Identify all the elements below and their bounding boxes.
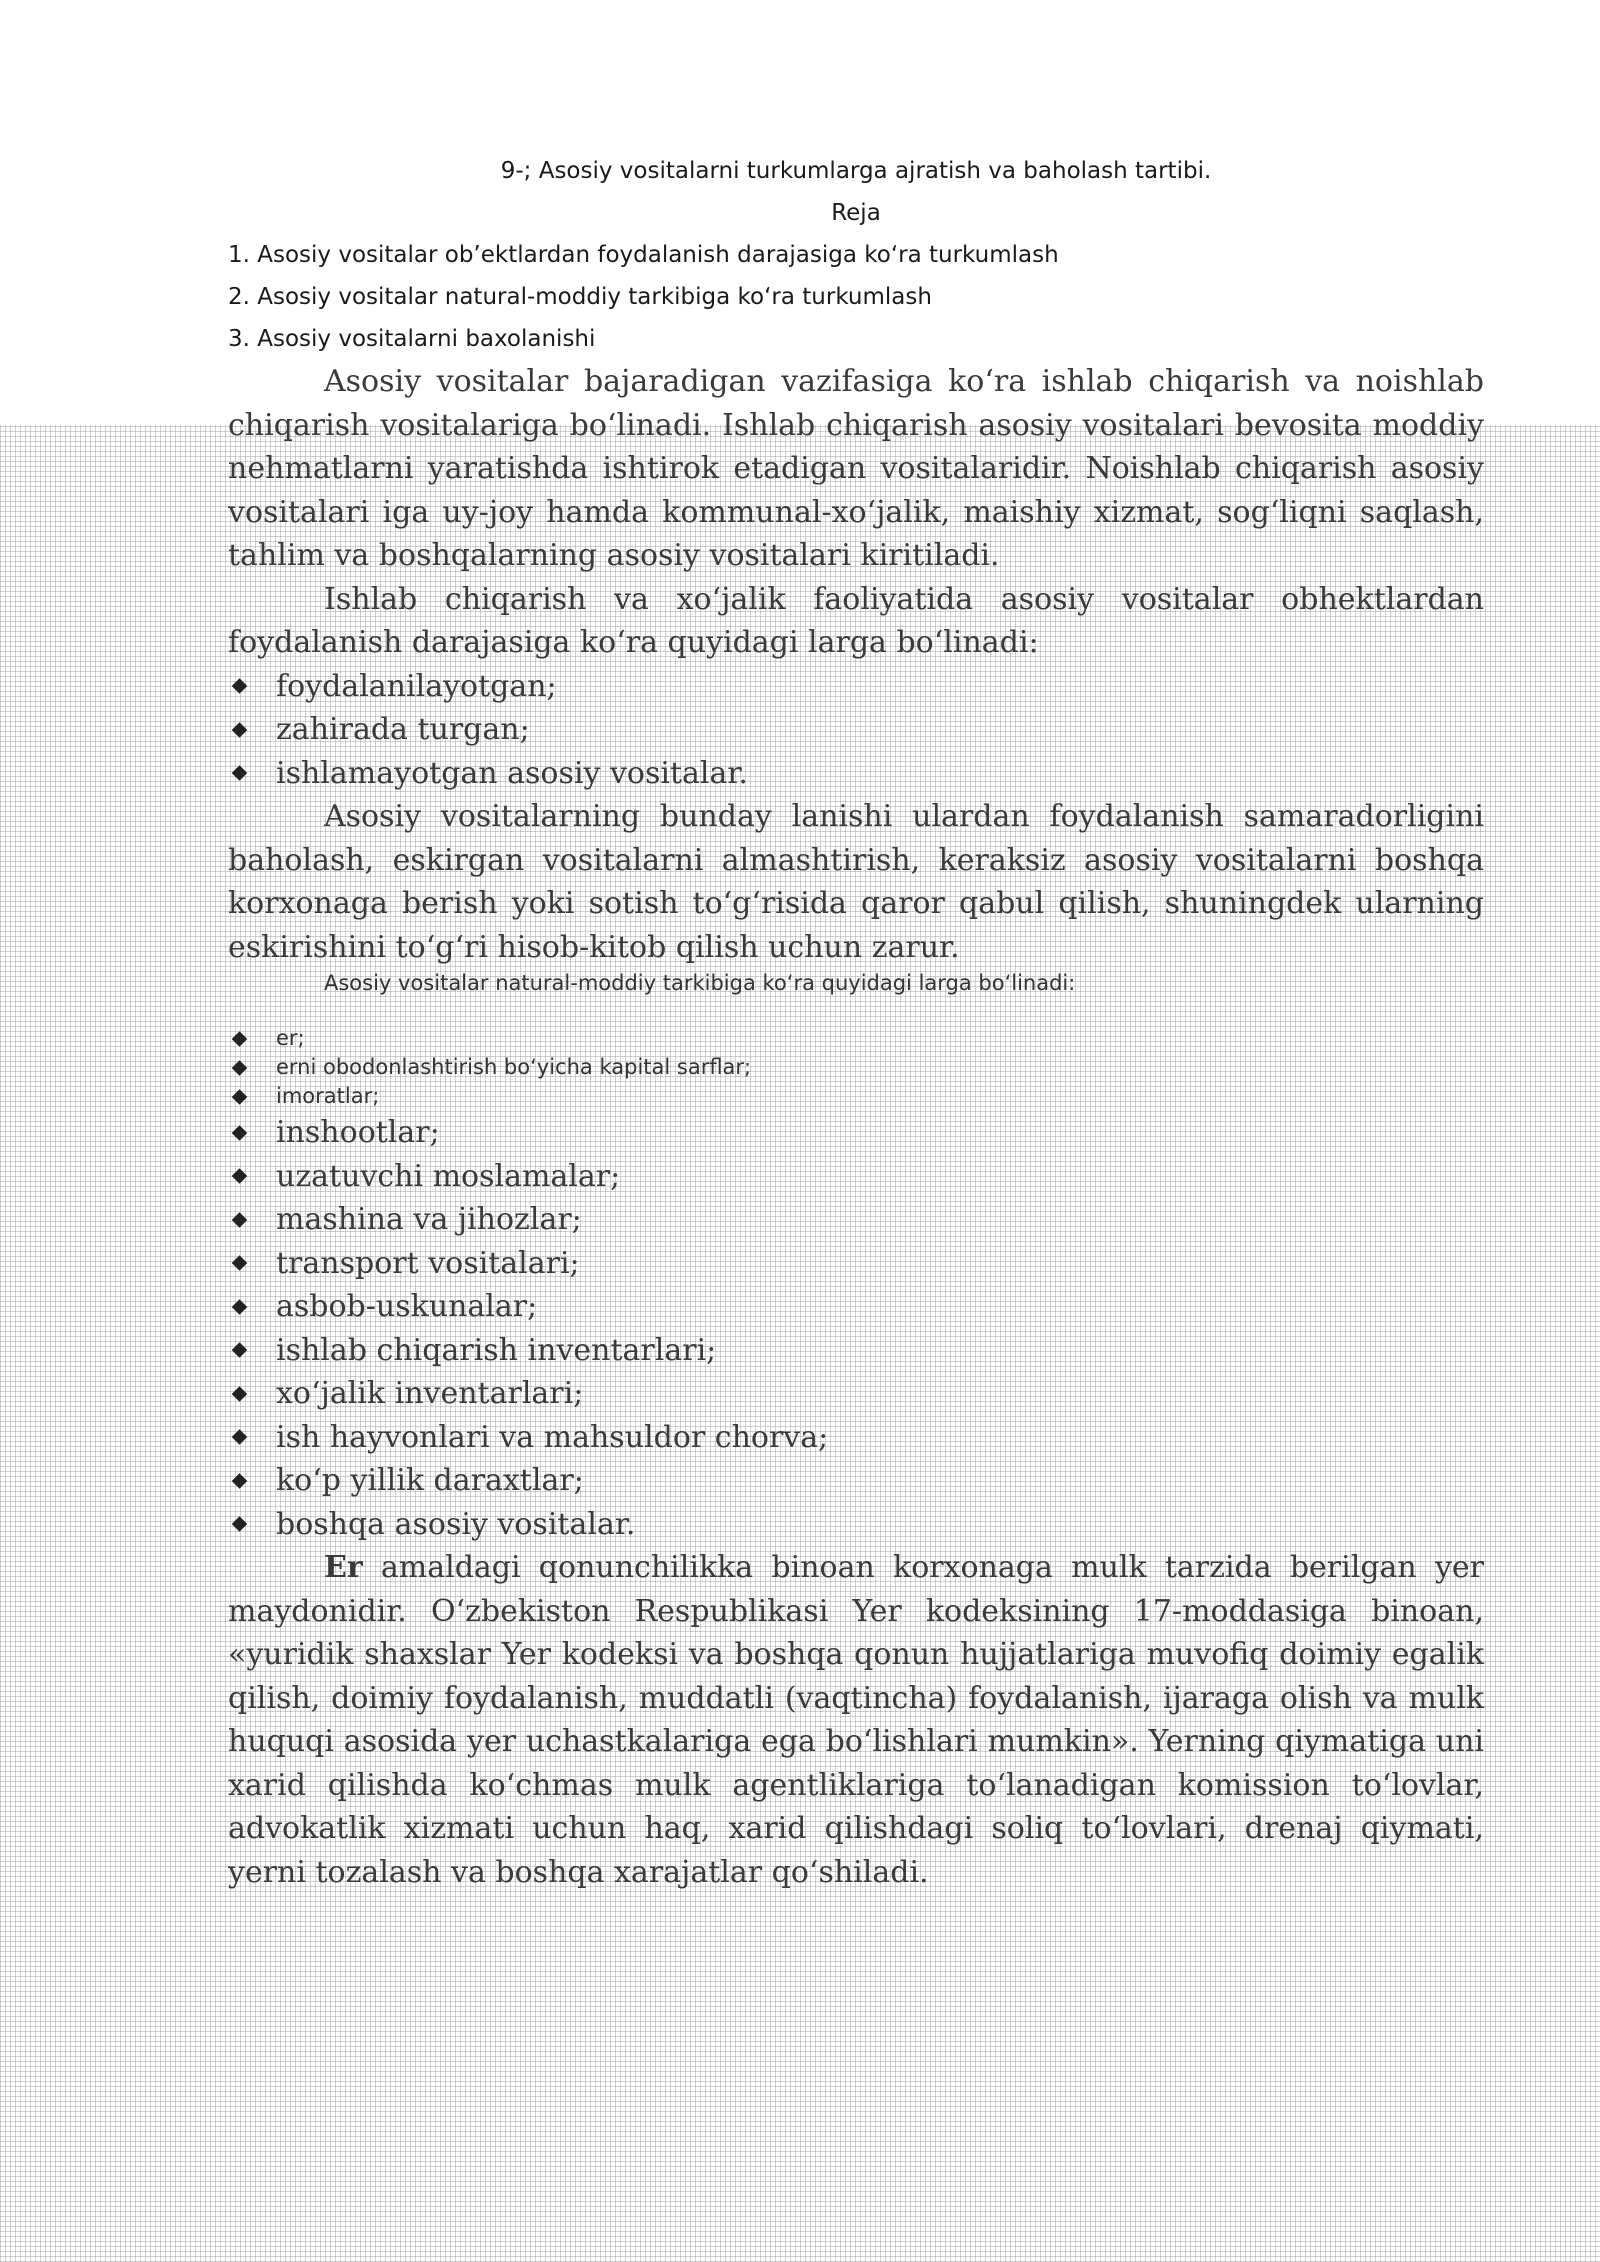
list-item: ishlab chiqarish inventarlari; xyxy=(228,1329,1484,1373)
composition-list xyxy=(228,1111,1484,1546)
composition-list-small xyxy=(228,1024,1484,1111)
document-body xyxy=(228,150,1484,1894)
document-title: 9-; Asosiy vositalarni turkumlarga ajratish va baholash tartibi. xyxy=(500,158,1212,184)
paragraph-5: Er amaldagi qonunchilikka binoan korxonaga mulk tarzida berilgan yer maydonidir. O‘zbekiston Respublikasi Yer kodeksining 17-moddasiga binoan, «yuridik shaxslar Yer kodeksi va boshqa qonun hujjatlariga muvofiq doimiy egalik qilish, doimiy foydalanish, muddatli (vaqtincha) foydalanish, ijaraga olish va mulk huquqi asosida yer uchastkalariga ega bo‘lishlari mumkin». Yerning qiymatiga uni xarid qilishda ko‘chmas mulk agentliklariga to‘lanadigan komission to‘lovlar, advokatlik xizmati uchun haq, xarid qilishdagi soliq to‘lovlari, drenaj qiymati, yerni tozalash va boshqa xarajatlar qo‘shiladi. xyxy=(228,1550,1484,1890)
list-item: imoratlar; xyxy=(228,1082,1484,1111)
list-item: mashina va jihozlar; xyxy=(228,1198,1484,1242)
diamond-bullet-icon xyxy=(232,1473,248,1489)
diamond-bullet-icon xyxy=(232,1060,248,1076)
plan-item: 3. Asosiy vositalarni baxolanishi xyxy=(228,326,596,352)
list-item: er; xyxy=(228,1024,1484,1053)
list-item: erni obodonlashtirish bo‘yicha kapital sarflar; xyxy=(228,1053,1484,1082)
paragraph-1: Asosiy vositalar bajaradigan vazifasiga ko‘ra ishlab chiqarish va noishlab chiqarish vositalariga bo‘linadi. Ishlab chiqarish asosiy vositalari bevosita moddiy nehmatlarni yaratishda ishtirok etadigan vositalaridir. Noishlab chiqarish asosiy vositalari iga uy-joy hamda kommunal-xo‘jalik, maishiy xizmat, sog‘liqni saqlash, tahlim va boshqalarning asosiy vositalari kiritiladi. xyxy=(228,364,1484,573)
paragraph-3: Asosiy vositalarning bunday lanishi ulardan foydalanish samaradorligini baholash, eskirgan vositalarni almashtirish, keraksiz asosiy vositalarni boshqa korxonaga berish yoki sotish to‘g‘risida qaror qabul qilish, shuningdek ularning eskirishini to‘g‘ri hisob-kitob qilish uchun zarur. xyxy=(228,799,1484,965)
paragraph-2: Ishlab chiqarish va xo‘jalik faoliyatida asosiy vositalar obhektlardan foydalanish darajasiga ko‘ra quyidagi larga bo‘linadi: xyxy=(228,581,1484,660)
plan-item: 2. Asosiy vositalar natural-moddiy tarkibiga ko‘ra turkumlash xyxy=(228,284,932,310)
list-item: ish hayvonlari va mahsuldor chorva; xyxy=(228,1416,1484,1460)
list-item: asbob-uskunalar; xyxy=(228,1285,1484,1329)
list-item: transport vositalari; xyxy=(228,1242,1484,1286)
list-item: boshqa asosiy vositalar. xyxy=(228,1503,1484,1547)
list-item: zahirada turgan; xyxy=(228,708,1484,752)
list-item: foydalanilayotgan; xyxy=(228,665,1484,709)
plan-heading: Reja xyxy=(831,200,881,226)
list-item: xo‘jalik inventarlari; xyxy=(228,1372,1484,1416)
diamond-bullet-icon xyxy=(232,1031,248,1047)
list-item: inshootlar; xyxy=(228,1111,1484,1155)
term-er: Er xyxy=(324,1550,363,1585)
usage-list xyxy=(228,665,1484,796)
diamond-bullet-icon xyxy=(232,765,248,781)
diamond-bullet-icon xyxy=(232,1168,248,1184)
diamond-bullet-icon xyxy=(232,722,248,738)
diamond-bullet-icon xyxy=(232,1255,248,1271)
diamond-bullet-icon xyxy=(232,1429,248,1445)
diamond-bullet-icon xyxy=(232,1516,248,1532)
diamond-bullet-icon xyxy=(232,1212,248,1228)
diamond-bullet-icon xyxy=(232,1386,248,1402)
list-item: ishlamayotgan asosiy vositalar. xyxy=(228,752,1484,796)
diamond-bullet-icon xyxy=(232,1342,248,1358)
list-item: ko‘p yillik daraxtlar; xyxy=(228,1459,1484,1503)
diamond-bullet-icon xyxy=(232,1089,248,1105)
diamond-bullet-icon xyxy=(232,1299,248,1315)
plan-item: 1. Asosiy vositalar ob’ektlardan foydalanish darajasiga ko‘ra turkumlash xyxy=(228,242,1059,268)
list-item: uzatuvchi moslamalar; xyxy=(228,1155,1484,1199)
paragraph-4: Asosiy vositalar natural-moddiy tarkibiga ko‘ra quyidagi larga bo‘linadi: xyxy=(324,971,1076,995)
diamond-bullet-icon xyxy=(232,1125,248,1141)
diamond-bullet-icon xyxy=(232,678,248,694)
